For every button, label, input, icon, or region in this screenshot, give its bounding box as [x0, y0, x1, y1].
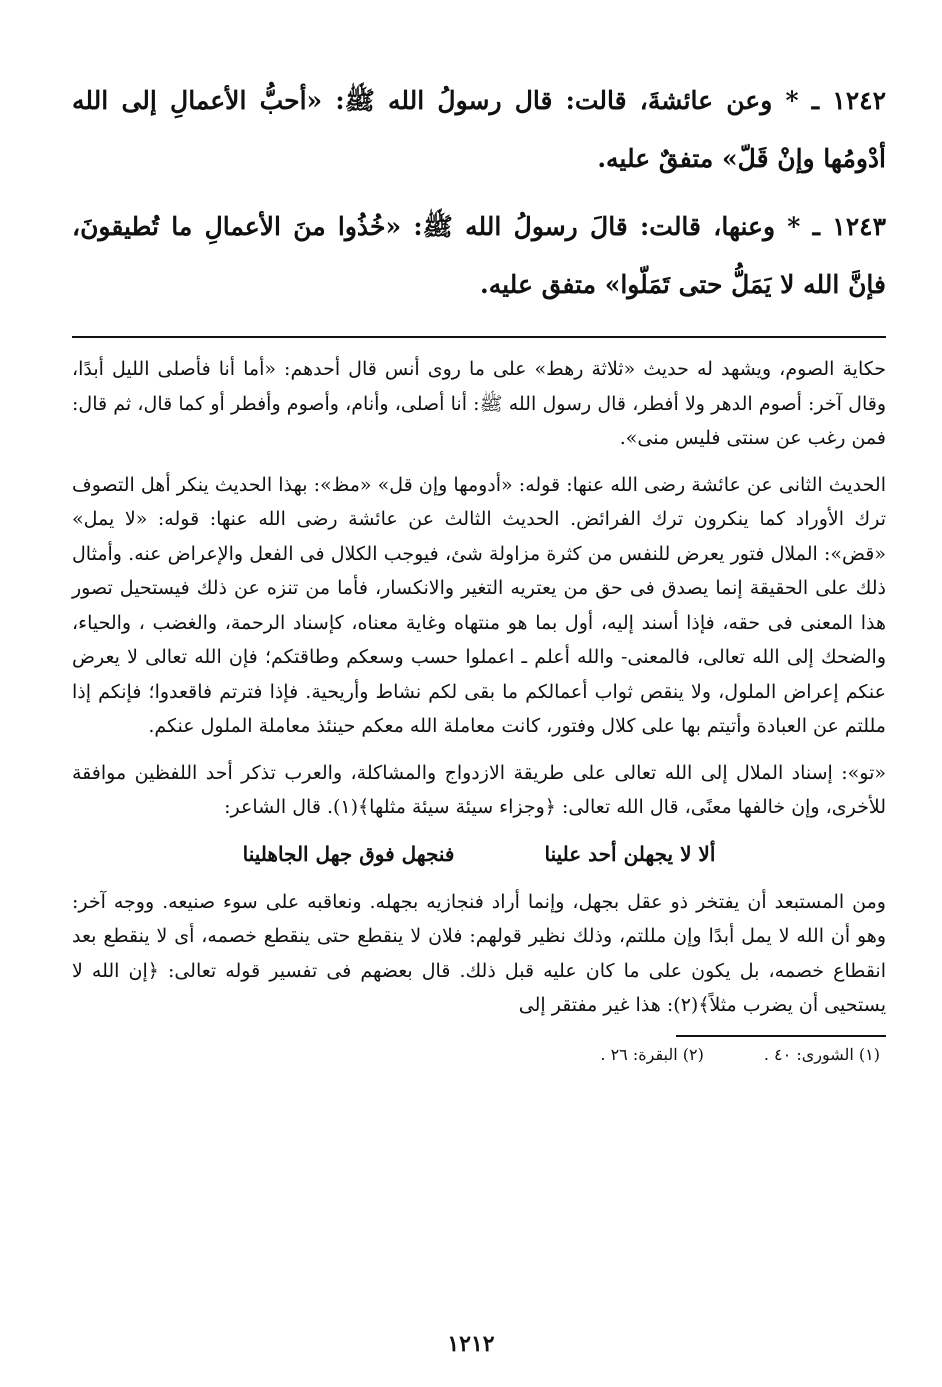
commentary-paragraph-1: حكاية الصوم، ويشهد له حديث «ثلاثة رهط» على ما روى أنس قال أحدهم: «أما أنا فأصلى الليل أبدًا، وقال آخر: أصوم الدهر ولا أفطر، قال رسول الله ﷺ: أنا أصلى، وأنام، وأصوم وأفطر أو كما قال، ثم قال: فمن رغب عن سنتى فليس منى». [72, 358, 886, 449]
hadith-1243: ١٢٤٣ ـ * وعنها، قالت: قالَ رسولُ الله ﷺ: «خُذُوا منَ الأعمالِ ما تُطيقونَ، فإنَّ الله لا يَمَلُّ حتى تَمَلّوا» متفق عليه. [72, 212, 886, 299]
page-number: ١٢١٢ [447, 1331, 495, 1357]
footnotes [72, 1043, 886, 1067]
commentary-divider [72, 336, 886, 338]
footnote-divider [676, 1035, 886, 1037]
poetry-verse [72, 837, 886, 871]
footnote-2: (٢) البقرة: ٢٦ . [600, 1044, 704, 1064]
footnote-1: (١) الشورى: ٤٠ . [763, 1044, 880, 1064]
verse-first-hemistich: ألا لا يجهلن أحد علينا [544, 841, 716, 866]
page-body [72, 72, 886, 1387]
verse-second-hemistich: فنجهل فوق جهل الجاهلينا [242, 841, 455, 866]
hadith-1242: ١٢٤٢ ـ * وعن عائشةَ، قالت: قال رسولُ الله ﷺ: «أحبُّ الأعمالِ إلى الله أدْومُها وإنْ قَلّ» متفقٌ عليه. [72, 86, 886, 173]
commentary-paragraph-3: «تو»: إسناد الملال إلى الله تعالى على طريقة الازدواج والمشاكلة، والعرب تذكر أحد اللفظين موافقة للأخرى، وإن خالفها معنًى، قال الله تعالى: ﴿وجزاء سيئة سيئة مثلها﴾(١). قال الشاعر: [72, 761, 886, 818]
commentary-paragraph-2: الحديث الثانى عن عائشة رضى الله عنها: قوله: «أدومها وإن قل» «مظ»: بهذا الحديث ينكر أهل التصوف ترك الأوراد كما ينكرون ترك الفرائض. الحديث الثالث عن عائشة رضى الله عنها: قوله: «لا يمل» «قض»: الملال فتور يعرض للنفس من كثرة مزاولة شئ، فيوجب الكلال فى الفعل والإعراض عنه. وأمثال ذلك على الحقيقة إنما يصدق فى حق من يعتريه التغير والانكسار، فأما من تنزه عن ذلك فيستحيل تصور هذا المعنى فى حقه، فإذا أسند إليه، أول بما هو منتهاه وغاية معناه، كإسناد الرحمة، والغضب ، والحياء، والضحك إلى الله تعالى، فالمعنى- والله أعلم ـ اعملوا حسب وسعكم وطاقتكم؛ فإن الله تعالى لا يعرض عنكم إعراض الملول، ولا ينقص ثواب أعمالكم ما بقى لكم نشاط وأريحية. فإذا فترتم فاقعدوا؛ فإنكم إذا مللتم عن العبادة وأتيتم بها على كلال وفتور، كانت معاملة الله معكم حينئذ معاملة الملول عنكم. [72, 473, 886, 737]
commentary-paragraph-4: ومن المستبعد أن يفتخر ذو عقل بجهل، وإنما أراد فنجازيه بجهله. ونعاقبه على سوء صنيعه. ووجه آخر: وهو أن الله لا يمل أبدًا وإن مللتم، وذلك نظير قولهم: فلان لا ينقطع حتى ينقطع خصمه، أى لا ينقطع بعد انقطاع خصمه، بل يكون على ما كان عليه قبل ذلك. قال بعضهم فى تفسير قوله تعالى: ﴿إن الله لا يستحيى أن يضرب مثلاً﴾(٢): هذا غير مفتقر إلى [72, 890, 886, 1016]
